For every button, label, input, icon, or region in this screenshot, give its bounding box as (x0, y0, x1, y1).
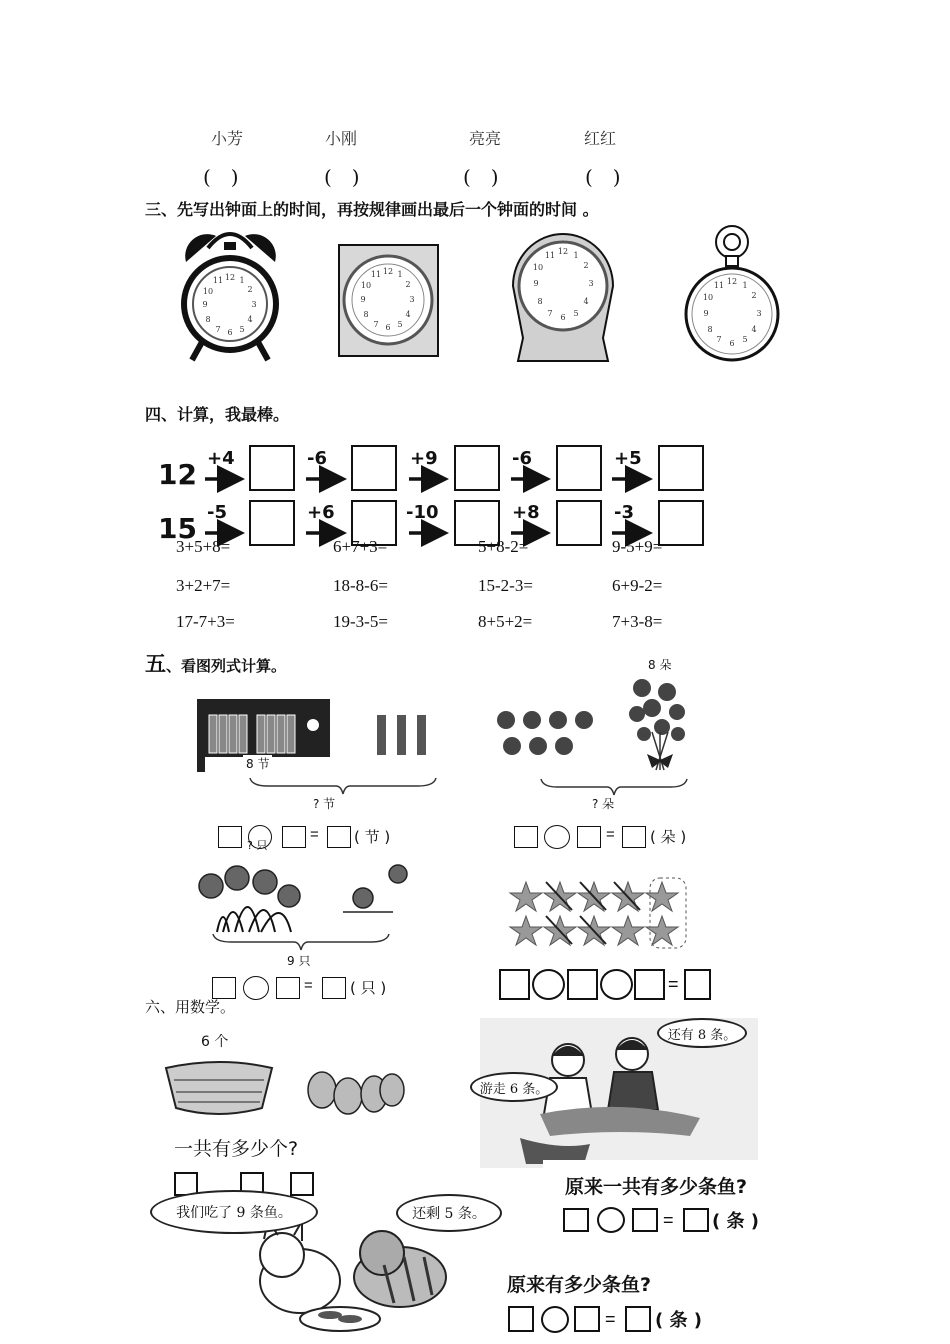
chain1-start: 12 (158, 458, 197, 491)
svg-text:10: 10 (360, 281, 372, 290)
calc-1-4: 6+9-2= (612, 576, 663, 595)
svg-text:10: 10 (702, 293, 714, 302)
svg-text:7: 7 (215, 325, 221, 334)
battery-question: ? 节 (313, 797, 336, 811)
cut-expr-3: 5+8-2= (478, 537, 529, 556)
answer-paren-1[interactable]: ( ) (203, 165, 239, 189)
svg-text:6: 6 (227, 328, 233, 337)
fish-eq-unit: ( 条 ) (712, 1211, 759, 1232)
fish-eq-answer[interactable] (683, 1208, 709, 1232)
chain1-box-2[interactable] (351, 445, 397, 491)
answer-paren-3[interactable]: ( ) (463, 165, 499, 189)
star-eq-box-1[interactable] (499, 969, 530, 1000)
chain2-op-5: -3 (614, 502, 634, 523)
calc-1-1: 3+2+7= (176, 576, 231, 595)
calc-2-3: 8+5+2= (478, 612, 533, 631)
svg-text:3: 3 (756, 309, 762, 318)
section6-heading: 六、用数学。 (145, 998, 236, 1016)
chain2-box-4[interactable] (556, 500, 602, 546)
svg-text:2: 2 (405, 280, 411, 289)
battery-pack-icon (195, 697, 445, 777)
fish-bubble-left: 游走 6 条。 (470, 1072, 558, 1102)
cat-eq-box-2[interactable] (574, 1306, 600, 1332)
battery-brace (248, 776, 438, 796)
svg-text:11: 11 (370, 270, 382, 279)
snail-eq-box-2[interactable] (276, 977, 300, 999)
cat-eq-circle[interactable] (541, 1306, 569, 1333)
cat-eq-equals: = (605, 1309, 616, 1329)
star-eq-box-3[interactable] (634, 969, 665, 1000)
star-eq-circle-1[interactable] (532, 969, 565, 1000)
svg-text:7: 7 (547, 309, 553, 318)
chain2-box-5[interactable] (658, 500, 704, 546)
snails-icon (193, 852, 415, 937)
svg-text:6: 6 (560, 313, 566, 322)
svg-text:3: 3 (251, 300, 257, 309)
svg-text:8: 8 (707, 325, 713, 334)
answer-paren-2[interactable]: ( ) (324, 165, 360, 189)
cut-expr-1: 3+5+8= (176, 537, 231, 556)
svg-text:12: 12 (557, 247, 569, 256)
svg-text:1: 1 (573, 251, 579, 260)
section4-heading: 四、计算，我最棒。 (145, 405, 290, 424)
pear-basket-icon (160, 1050, 410, 1120)
snail-top-label: ? 只 (247, 839, 268, 852)
svg-text:9: 9 (202, 300, 208, 309)
chain2-op-3: -10 (406, 502, 439, 523)
snail-eq-unit: ( 只 ) (350, 979, 387, 997)
section3-heading: 三、先写出钟面上的时间，再按规律画出最后一个钟面的时间 。 (145, 200, 599, 219)
chain1-box-3[interactable] (454, 445, 500, 491)
svg-text:2: 2 (583, 261, 589, 270)
cut-expr-2: 6+7+3= (333, 537, 388, 556)
svg-text:5: 5 (573, 309, 579, 318)
pear-label: 6 个 (201, 1034, 229, 1050)
answer-paren-4[interactable]: ( ) (585, 165, 621, 189)
fish-question: 原来一共有多少条鱼? (565, 1176, 748, 1198)
snail-eq-equals: = (304, 977, 313, 994)
flower-question: ? 朵 (592, 797, 615, 811)
svg-text:4: 4 (751, 325, 757, 334)
svg-text:10: 10 (532, 263, 544, 272)
svg-text:11: 11 (212, 276, 224, 285)
fish-eq-circle[interactable] (597, 1207, 625, 1233)
svg-text:9: 9 (360, 295, 366, 304)
section5-heading-num: 五 (145, 651, 166, 676)
calc-2-4: 7+3-8= (612, 612, 663, 631)
chain2-box-1[interactable] (249, 500, 295, 546)
chain1-box-4[interactable] (556, 445, 602, 491)
battery-eq-answer[interactable] (327, 826, 351, 848)
svg-text:8: 8 (537, 297, 543, 306)
star-eq-answer[interactable] (684, 969, 711, 1000)
battery-eq-equals: = (310, 826, 319, 843)
flower-eq-box-2[interactable] (577, 826, 601, 848)
calc-1-3: 15-2-3= (478, 576, 533, 595)
snail-eq-answer[interactable] (322, 977, 346, 999)
cat-eq-unit: ( 条 ) (655, 1310, 702, 1331)
svg-text:7: 7 (373, 320, 379, 329)
calc-2-2: 19-3-5= (333, 612, 388, 631)
svg-text:5: 5 (239, 325, 245, 334)
svg-text:5: 5 (397, 320, 403, 329)
stars-icon (510, 874, 690, 954)
flower-eq-circle[interactable] (544, 825, 570, 849)
section5-heading-text: 、看图列式计算。 (166, 657, 287, 675)
cat-eq-box-1[interactable] (508, 1306, 534, 1332)
chain1-op-1: +4 (207, 448, 235, 469)
flower-eq-answer[interactable] (622, 826, 646, 848)
svg-text:5: 5 (742, 335, 748, 344)
svg-text:12: 12 (382, 267, 394, 276)
svg-text:2: 2 (247, 285, 253, 294)
calc-1-2: 18-8-6= (333, 576, 388, 595)
battery-label: 8 节 (243, 755, 272, 772)
flowers-icon (492, 672, 697, 772)
chain1-box-1[interactable] (249, 445, 295, 491)
svg-text:12: 12 (726, 277, 738, 286)
name-xiaofang: 小芳 (211, 129, 244, 148)
star-eq-box-2[interactable] (567, 969, 598, 1000)
chain1-op-3: +9 (410, 448, 438, 469)
svg-text:8: 8 (205, 315, 211, 324)
svg-text:8: 8 (363, 310, 369, 319)
cat-question: 原来有多少条鱼? (507, 1274, 652, 1296)
chain1-op-4: -6 (512, 448, 532, 469)
fish-bubble-right: 还有 8 条。 (657, 1018, 747, 1048)
name-liangliang: 亮亮 (469, 129, 502, 148)
snail-brace (211, 932, 391, 954)
chain2-start: 15 (158, 512, 197, 545)
flower-label: 8 朵 (648, 658, 672, 672)
cat-eq-answer[interactable] (625, 1306, 651, 1332)
svg-text:6: 6 (729, 339, 735, 348)
star-eq-equals: = (668, 974, 679, 994)
svg-text:10: 10 (202, 287, 214, 296)
svg-text:1: 1 (397, 270, 403, 279)
svg-text:11: 11 (544, 251, 556, 260)
name-xiaogang: 小刚 (325, 129, 358, 148)
svg-text:4: 4 (247, 315, 253, 324)
svg-text:1: 1 (239, 276, 245, 285)
cat-bubble-left: 我们吃了 9 条鱼。 (150, 1190, 318, 1234)
svg-text:9: 9 (533, 279, 539, 288)
section5-heading (145, 648, 286, 678)
svg-text:3: 3 (409, 295, 415, 304)
pear-eq-cut (170, 1172, 370, 1180)
chain1-box-5[interactable] (658, 445, 704, 491)
svg-text:11: 11 (713, 281, 725, 290)
chain2-op-4: +8 (512, 502, 540, 523)
snail-eq-circle[interactable] (243, 976, 269, 1000)
svg-text:3: 3 (588, 279, 594, 288)
cat-bubble-right: 还剩 5 条。 (396, 1194, 502, 1232)
svg-text:4: 4 (405, 310, 411, 319)
pear-question: 一共有多少个? (174, 1138, 299, 1160)
svg-text:7: 7 (716, 335, 722, 344)
clock-numeral: 12 (224, 273, 236, 282)
svg-text:4: 4 (583, 297, 589, 306)
fish-eq-equals: = (663, 1210, 674, 1230)
flower-brace (539, 777, 689, 797)
svg-text:1: 1 (742, 281, 748, 290)
battery-eq-box-2[interactable] (282, 826, 306, 848)
star-eq-circle-2[interactable] (600, 969, 633, 1000)
chain2-op-1: -5 (207, 502, 227, 523)
calc-2-1: 17-7+3= (176, 612, 235, 631)
fish-eq-box-1[interactable] (563, 1208, 589, 1232)
svg-text:9: 9 (703, 309, 709, 318)
flower-eq-equals: = (606, 826, 615, 843)
flower-eq-box-1[interactable] (514, 826, 538, 848)
chain1-op-5: +5 (614, 448, 642, 469)
fish-eq-box-2[interactable] (632, 1208, 658, 1232)
chain2-op-2: +6 (307, 502, 335, 523)
flower-eq-unit: ( 朵 ) (650, 828, 687, 846)
cut-row (0, 537, 950, 559)
battery-eq-unit: ( 节 ) (354, 828, 391, 846)
name-honghong: 红红 (584, 129, 617, 148)
snail-label: 9 只 (287, 954, 311, 968)
svg-text:6: 6 (385, 323, 391, 332)
cut-expr-4: 9-5+9= (612, 537, 663, 556)
chain1-op-2: -6 (307, 448, 327, 469)
battery-eq-box-1[interactable] (218, 826, 242, 848)
svg-text:2: 2 (751, 291, 757, 300)
